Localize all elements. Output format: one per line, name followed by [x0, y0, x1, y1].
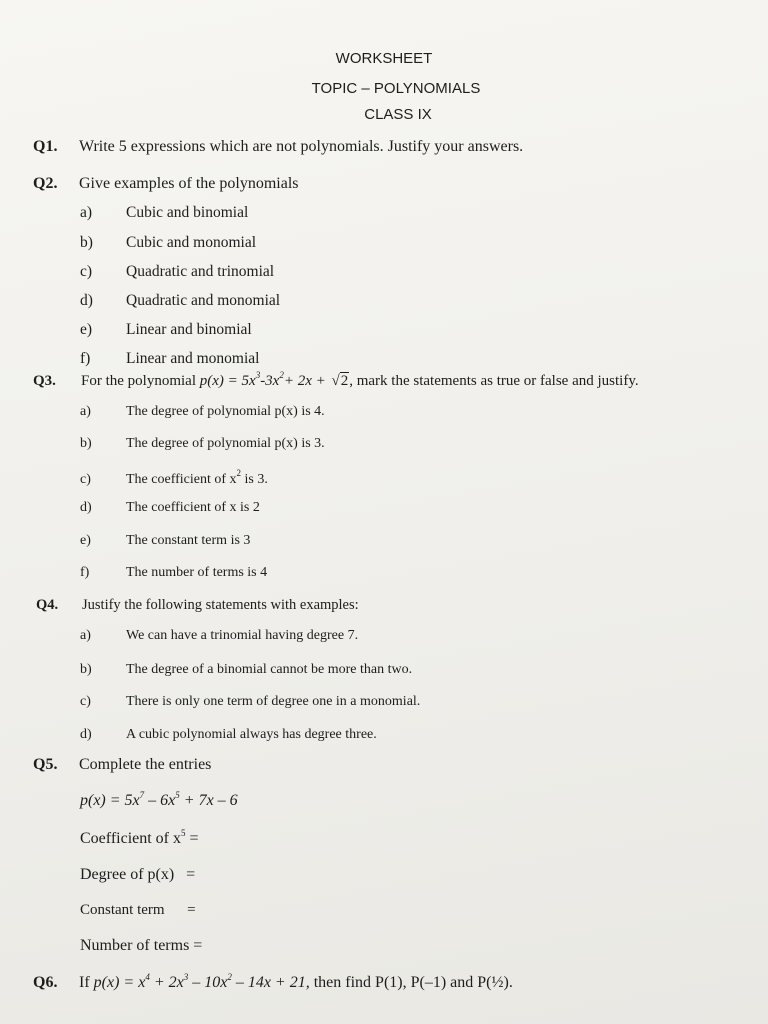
option-text: Linear and monomial	[126, 350, 260, 367]
polynomial-expression	[94, 974, 310, 991]
poly-exponent: 3	[255, 370, 261, 380]
question-4	[36, 597, 359, 614]
poly-exponent: 2	[227, 972, 232, 982]
sqrt-symbol: √2	[331, 373, 349, 389]
poly-part: + 2x +	[283, 373, 326, 389]
option-text: We can have a trinomial having degree 7.	[126, 628, 359, 643]
option-text: Cubic and monomial	[126, 234, 257, 251]
question-5	[33, 756, 211, 774]
question-text: Give examples of the polynomials	[79, 175, 299, 192]
option-exponent: 2	[236, 468, 242, 478]
poly-part: p(x) = x	[93, 974, 146, 991]
option-text-pre: The coefficient of x	[126, 472, 237, 487]
option-label: a)	[80, 204, 93, 221]
poly-exponent: 7	[139, 790, 145, 800]
option-text: There is only one term of degree one in a monomial.	[126, 694, 421, 709]
option-text: The degree of polynomial p(x) is 3.	[126, 436, 325, 451]
fill-in-terms: Number of terms =	[80, 937, 203, 954]
question-text: Complete the entries	[79, 756, 212, 773]
fill-in-constant: Constant term =	[80, 902, 196, 918]
option-text: The degree of a binomial cannot be more than two.	[126, 662, 413, 677]
fill-in-coefficient	[80, 828, 199, 848]
topic-heading: TOPIC – POLYNOMIALS	[311, 80, 481, 97]
poly-part: + 2x	[153, 974, 184, 991]
coefficient-equals: =	[185, 830, 199, 847]
question-suffix: , mark the statements as true or false and justify.	[349, 373, 639, 389]
option-label: b)	[80, 436, 92, 451]
list-item	[80, 727, 377, 743]
option-text: The number of terms is 4	[126, 565, 268, 580]
option-text: The coefficient of x is 2	[126, 500, 260, 515]
fill-in-degree: Degree of p(x) =	[80, 866, 196, 883]
coefficient-exponent: 5	[181, 828, 186, 838]
question-number: Q5.	[33, 756, 58, 773]
option-label: e)	[80, 321, 93, 338]
worksheet-title: WORKSHEET	[335, 50, 433, 67]
list-item	[80, 350, 259, 368]
option-label: c)	[80, 472, 91, 487]
option-text: Quadratic and monomial	[126, 292, 281, 309]
question-number: Q6.	[33, 974, 58, 991]
poly-part: -3x	[260, 373, 280, 389]
question-number: Q2.	[33, 175, 58, 192]
question-3	[33, 370, 639, 390]
question-text: Write 5 expressions which are not polynomials. Justify your answers.	[79, 138, 524, 155]
option-text: Linear and binomial	[126, 321, 252, 338]
list-item	[80, 694, 420, 710]
question-prefix: For the polynomial	[81, 373, 196, 389]
list-item	[80, 204, 248, 222]
list-item	[80, 662, 412, 678]
polynomial-expression	[199, 370, 326, 389]
list-item	[80, 533, 250, 549]
list-item	[80, 404, 325, 420]
question-tail: then find P(1), P(–1) and P(½).	[313, 974, 513, 991]
list-item	[80, 468, 268, 488]
poly-exponent: 4	[145, 972, 150, 982]
list-item	[80, 321, 252, 339]
option-label: f)	[80, 565, 90, 580]
poly-exponent: 3	[183, 972, 189, 982]
list-item	[80, 292, 280, 310]
option-label: a)	[80, 404, 91, 419]
option-label: d)	[80, 727, 92, 742]
poly-part: – 6x	[148, 792, 176, 809]
poly-part: p(x) = 5x	[80, 792, 140, 809]
option-label: b)	[80, 662, 92, 677]
option-label: c)	[80, 694, 91, 709]
question-number: Q3.	[33, 373, 56, 389]
option-label: d)	[80, 292, 93, 309]
poly-part: – 10x	[192, 974, 228, 991]
question-6	[33, 972, 513, 992]
option-label: c)	[80, 263, 93, 280]
question-text: Justify the following statements with examples:	[82, 597, 359, 613]
question-2	[33, 175, 299, 193]
option-text	[126, 468, 268, 487]
list-item	[80, 500, 260, 516]
option-text: Cubic and binomial	[126, 204, 249, 221]
poly-part: + 7x – 6	[183, 792, 238, 809]
poly-exponent: 2	[279, 370, 284, 380]
list-item	[80, 565, 267, 581]
question-number: Q1.	[33, 138, 58, 155]
polynomial-expression	[80, 790, 238, 810]
class-heading: CLASS IX	[364, 106, 432, 123]
list-item	[80, 436, 325, 452]
option-label: d)	[80, 500, 92, 515]
sqrt-value: 2	[340, 373, 349, 389]
option-text-post: is 3.	[241, 472, 268, 487]
question-number: Q4.	[36, 597, 59, 613]
question-if: If	[79, 974, 90, 991]
option-label: f)	[80, 350, 91, 367]
option-text: Quadratic and trinomial	[126, 263, 275, 280]
poly-part: – 14x + 21,	[235, 974, 310, 991]
option-text: The degree of polynomial p(x) is 4.	[126, 404, 325, 419]
poly-part: p(x) = 5x	[199, 373, 256, 389]
list-item	[80, 234, 256, 252]
list-item	[80, 628, 358, 644]
option-label: a)	[80, 628, 91, 643]
option-text: The constant term is 3	[126, 533, 251, 548]
poly-exponent: 5	[175, 790, 180, 800]
list-item	[80, 263, 274, 281]
coefficient-label: Coefficient of x	[80, 830, 182, 847]
option-label: b)	[80, 234, 93, 251]
question-1	[33, 138, 523, 156]
option-text: A cubic polynomial always has degree three.	[126, 727, 377, 742]
option-label: e)	[80, 533, 91, 548]
